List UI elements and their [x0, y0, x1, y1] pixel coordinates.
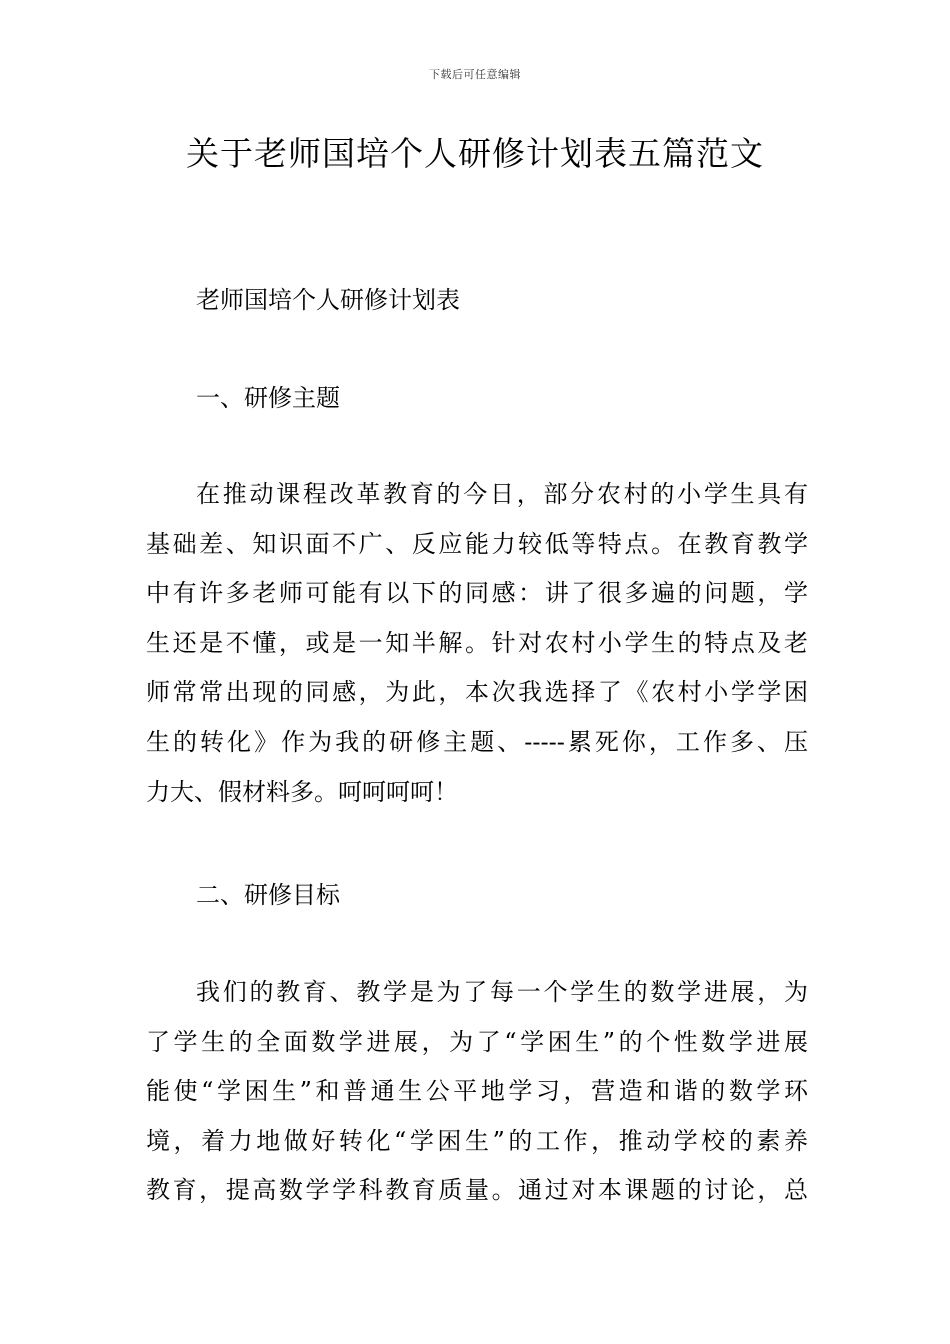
paragraph-line: 基础差、知识面不广、反应能力较低等特点。在教育教学	[146, 529, 808, 558]
paragraph-line: 我们的教育、教学是为了每一个学生的数学进展，为	[196, 978, 808, 1006]
section2-heading: 二、研修目标	[196, 881, 340, 909]
paragraph-line: 在推动课程改革教育的今日，部分农村的小学生具有	[196, 480, 808, 508]
paragraph-line: 生的转化》作为我的研修主题、-----累死你，工作多、压	[146, 727, 808, 756]
section2-paragraph	[146, 968, 808, 1216]
header-note: 下载后可任意编辑	[429, 68, 521, 81]
paragraph-line: 中有许多老师可能有以下的同感：讲了很多遍的问题，学	[146, 579, 808, 608]
section1-heading: 一、研修主题	[196, 384, 340, 412]
paragraph-line: 境，着力地做好转化“学困生”的工作，推动学校的素养	[146, 1126, 808, 1155]
paragraph-line: 了学生的全面数学进展，为了“学困生”的个性数学进展	[146, 1027, 808, 1056]
paragraph-line: 能使“学困生”和普通生公平地学习，营造和谐的数学环	[146, 1077, 808, 1106]
paragraph-line: 力大、假材料多。呵呵呵呵！	[146, 777, 458, 806]
document-title: 关于老师国培个人研修计划表五篇范文	[186, 134, 764, 173]
section1-paragraph	[146, 470, 808, 817]
subtitle: 老师国培个人研修计划表	[196, 286, 460, 314]
paragraph-line: 生还是不懂，或是一知半解。针对农村小学生的特点及老	[146, 628, 808, 657]
paragraph-line: 师常常出现的同感，为此，本次我选择了《农村小学学困	[146, 678, 808, 707]
paragraph-line: 教育，提高数学学科教育质量。通过对本课题的讨论，总	[146, 1176, 808, 1205]
